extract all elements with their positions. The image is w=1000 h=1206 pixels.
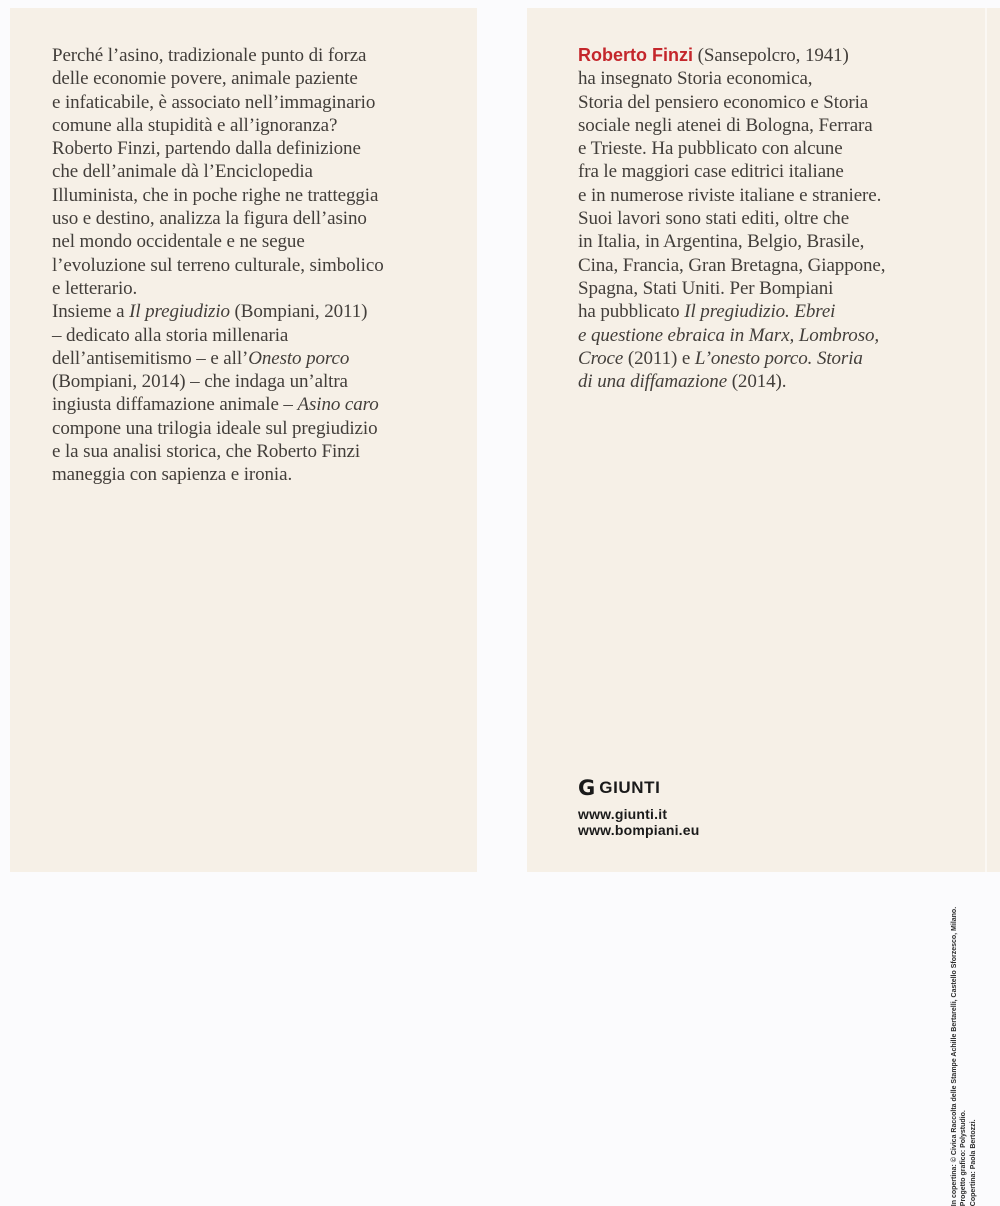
text-line: [950, 848, 959, 1206]
text-line: [52, 277, 384, 300]
text-segment: (Bompiani, 2014) – che indaga un’altra: [52, 371, 348, 393]
text-segment: uso e destino, analizza la figura dell’asino: [52, 208, 367, 230]
text-segment: Croce: [578, 347, 624, 369]
text-line: [578, 230, 885, 253]
publisher-websites: [578, 807, 700, 838]
text-segment: Storia del pensiero economico e Storia: [578, 91, 869, 113]
text-line: [578, 254, 885, 277]
text-line: [52, 160, 384, 183]
text-segment: sociale negli atenei di Bologna, Ferrara: [578, 114, 873, 136]
text-segment: e la sua analisi storica, che Roberto Finzi: [52, 441, 361, 463]
text-line: [52, 440, 384, 463]
text-segment: Roberto Finzi, partendo dalla definizione: [52, 138, 361, 160]
text-segment: – dedicato alla storia millenaria: [52, 324, 289, 346]
text-line: [52, 254, 384, 277]
cover-credits: [950, 848, 978, 1206]
text-segment: Insieme a: [52, 301, 130, 323]
text-segment: Onesto porco: [248, 347, 350, 369]
text-line: [52, 300, 384, 323]
text-line: [52, 393, 384, 416]
text-line: [969, 848, 978, 1206]
text-segment: in Italia, in Argentina, Belgio, Brasile,: [578, 231, 865, 253]
text-line: [52, 347, 384, 370]
text-line: [578, 277, 885, 300]
text-line: [52, 67, 384, 90]
text-segment: L’onesto porco. Storia: [694, 347, 863, 369]
text-segment: Il pregiudizio. Ebrei: [684, 301, 836, 323]
text-line: [52, 324, 384, 347]
text-segment: che dell’animale dà l’Enciclopedia: [52, 161, 313, 183]
text-segment: e letterario.: [52, 277, 138, 299]
text-segment: e infaticabile, è associato nell’immaginario: [52, 91, 376, 113]
text-line: [578, 370, 885, 393]
text-line: [52, 370, 384, 393]
text-line: [578, 300, 885, 323]
left-flap-text: [52, 44, 384, 487]
text-line: [578, 67, 885, 90]
author-bio-text: [578, 44, 885, 393]
text-line: [959, 848, 968, 1206]
text-segment: e questione ebraica in Marx, Lombroso,: [578, 324, 880, 346]
text-line: [52, 137, 384, 160]
text-segment: Il pregiudizio: [129, 301, 230, 323]
text-line: [578, 184, 885, 207]
text-segment: Suoi lavori sono stati editi, oltre che: [578, 208, 850, 230]
text-segment: compone una trilogia ideale sul pregiudizio: [52, 417, 378, 439]
text-segment: Spagna, Stati Uniti. Per Bompiani: [578, 277, 834, 299]
text-segment: Illuminista, che in poche righe ne tratteggia: [52, 184, 379, 206]
publisher-block: [578, 777, 700, 838]
text-line: [52, 184, 384, 207]
text-segment: ha pubblicato: [578, 301, 685, 323]
text-segment: nel mondo occidentale e ne segue: [52, 231, 305, 253]
giunti-logo-text: GIUNTI: [599, 778, 661, 797]
text-segment: maneggia con sapienza e ironia.: [52, 464, 293, 486]
text-segment: Copertina: Paola Bertozzi.: [969, 1119, 977, 1206]
text-segment: dell’antisemitismo – e all’: [52, 347, 249, 369]
giunti-url: www.giunti.it: [578, 806, 668, 822]
text-line: [578, 91, 885, 114]
text-segment: (2014).: [727, 371, 787, 393]
right-flap: [527, 8, 1000, 1206]
text-segment: Perché l’asino, tradizionale punto di forza: [52, 45, 367, 66]
text-line: [52, 207, 384, 230]
fold-line: [985, 8, 987, 872]
left-flap: [10, 8, 477, 872]
text-line: [578, 347, 885, 370]
giunti-g-icon: G: [578, 776, 596, 800]
text-segment: Roberto Finzi: [578, 45, 693, 65]
text-line: [52, 44, 384, 67]
text-line: [578, 207, 885, 230]
text-segment: ha insegnato Storia economica,: [578, 68, 813, 90]
text-segment: In copertina: © Civica Raccolta delle Stampe Achille Bertarelli, Castello Sforzesco, Milano.: [950, 906, 958, 1206]
text-segment: di una diffamazione: [578, 371, 728, 393]
text-line: [52, 463, 384, 486]
text-line: [52, 417, 384, 440]
text-line: [52, 91, 384, 114]
text-segment: comune alla stupidità e all’ignoranza?: [52, 114, 338, 136]
text-segment: (2011) e: [623, 347, 695, 369]
text-line: [52, 114, 384, 137]
text-line: [578, 114, 885, 137]
text-segment: l’evoluzione sul terreno culturale, simbolico: [52, 254, 384, 276]
text-line: [578, 160, 885, 183]
text-line: [52, 230, 384, 253]
text-segment: Asino caro: [297, 394, 379, 416]
text-segment: e Trieste. Ha pubblicato con alcune: [578, 138, 843, 160]
text-segment: Progetto grafico: Polystudio.: [960, 1109, 968, 1206]
giunti-logo: [578, 777, 700, 799]
text-segment: delle economie povere, animale paziente: [52, 68, 358, 90]
text-line: [578, 44, 885, 67]
text-segment: (Sansepolcro, 1941): [693, 45, 849, 66]
bompiani-url: www.bompiani.eu: [578, 821, 700, 838]
text-segment: fra le maggiori case editrici italiane: [578, 161, 844, 183]
text-segment: ingiusta diffamazione animale –: [52, 394, 298, 416]
text-segment: e in numerose riviste italiane e straniere.: [578, 184, 882, 206]
text-segment: (Bompiani, 2011): [229, 301, 368, 323]
text-segment: Cina, Francia, Gran Bretagna, Giappone,: [578, 254, 886, 276]
text-line: [578, 324, 885, 347]
text-line: [578, 137, 885, 160]
